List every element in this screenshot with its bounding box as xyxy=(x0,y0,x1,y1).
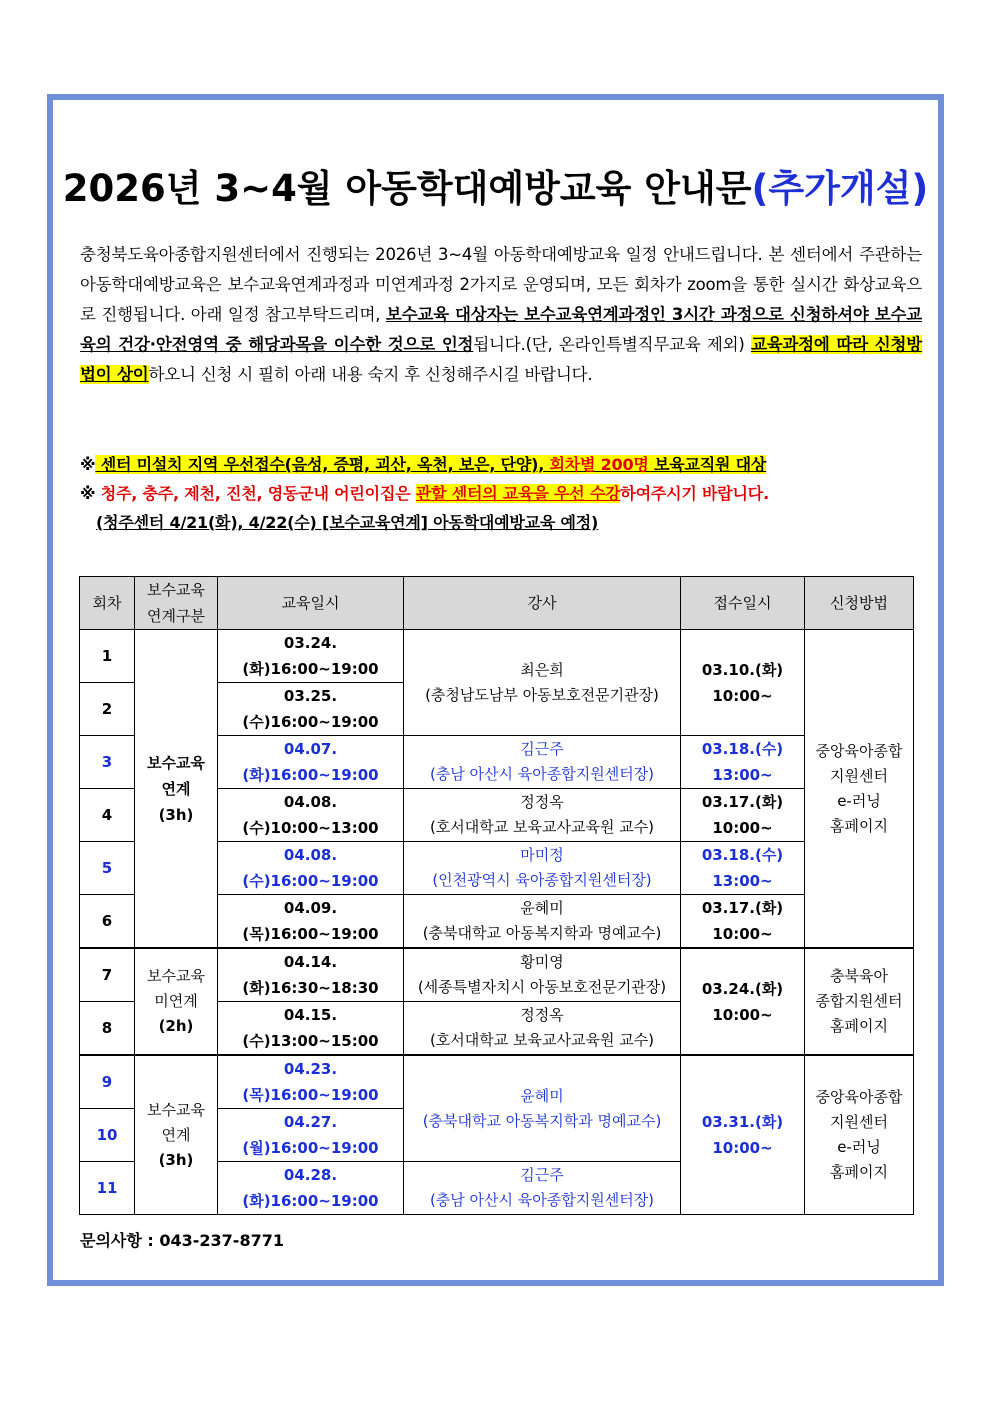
session-no: 2 xyxy=(80,683,135,736)
intro-text-2: 됩니다.(단, 온라인특별직무교육 제외) xyxy=(473,335,751,354)
session-no: 10 xyxy=(80,1109,135,1162)
lecturer-cell: 정정옥 (호서대학교 보육교사교육원 교수) xyxy=(404,789,681,842)
session-no: 7 xyxy=(80,948,135,1002)
lecturer-cell: 정정옥 (호서대학교 보육교사교육원 교수) xyxy=(404,1002,681,1056)
group-type-cell: 보수교육 연계 (3h) xyxy=(135,1055,218,1215)
group-type-cell: 보수교육 미연계 (2h) xyxy=(135,948,218,1055)
intro-text-3: 하오니 신청 시 필히 아래 내용 숙지 후 신청해주시길 바랍니다. xyxy=(148,365,593,384)
note-2-red: 청주, 충주, 제천, 진천, 영동군내 어린이집은 xyxy=(100,484,416,503)
method-cell: 중앙육아종합 지원센터 e-러닝 홈페이지 xyxy=(805,630,914,949)
session-no: 1 xyxy=(80,630,135,683)
session-no: 11 xyxy=(80,1162,135,1215)
reception-cell: 03.10.(화) 10:00~ xyxy=(681,630,805,736)
session-date: 04.27.(월)16:00~19:00 xyxy=(218,1109,404,1162)
reception-cell: 03.24.(화) 10:00~ xyxy=(681,948,805,1055)
session-date: 04.08.(수)10:00~13:00 xyxy=(218,789,404,842)
session-no: 8 xyxy=(80,1002,135,1056)
reception-cell: 03.18.(수) 13:00~ xyxy=(681,842,805,895)
session-date: 03.25.(수)16:00~19:00 xyxy=(218,683,404,736)
reception-cell: 03.17.(화) 10:00~ xyxy=(681,895,805,949)
session-date: 04.23.(목)16:00~19:00 xyxy=(218,1055,404,1109)
header-session: 회차 xyxy=(80,577,135,630)
session-date: 04.09.(목)16:00~19:00 xyxy=(218,895,404,949)
note-3: (청주센터 4/21(화), 4/22(수) [보수교육연계] 아동학대예방교육 예정) xyxy=(96,513,599,532)
note-2-text-b: 하여주시기 바랍니다. xyxy=(620,484,769,503)
lecturer-cell: 윤혜미 (충북대학교 아동복지학과 명예교수) xyxy=(404,895,681,949)
page-title xyxy=(53,158,938,212)
document-frame xyxy=(47,94,944,1286)
lecturer-cell: 김근주 (충남 아산시 육아종합지원센터장) xyxy=(404,736,681,789)
session-no: 3 xyxy=(80,736,135,789)
session-date: 04.07.(화)16:00~19:00 xyxy=(218,736,404,789)
session-date: 03.24.(화)16:00~19:00 xyxy=(218,630,404,683)
lecturer-cell: 김근주 (충남 아산시 육아종합지원센터장) xyxy=(404,1162,681,1215)
lecturer-cell: 최은희 (충청남도남부 아동보호전문기관장) xyxy=(404,630,681,736)
method-cell: 충북육아 종합지원센터 홈페이지 xyxy=(805,948,914,1055)
header-method: 신청방법 xyxy=(805,577,914,630)
contact-info: 문의사항 : 043-237-8771 xyxy=(80,1231,284,1250)
reception-cell: 03.31.(화) 10:00~ xyxy=(681,1055,805,1215)
intro-bold-notice: 보수교육 대상자는 보수교육연계과정인 3시간 과정으로 신청하셔야 보수교육의 건강·안전영역 중 해당과목을 이수한 것으로 인정 xyxy=(80,305,922,354)
session-date: 04.15.(수)13:00~15:00 xyxy=(218,1002,404,1056)
session-no: 4 xyxy=(80,789,135,842)
note-1-text-a: 센터 미설치 지역 우선접수(음성, 증평, 괴산, 옥천, 보은, 단양), xyxy=(95,455,550,474)
session-date: 04.08.(수)16:00~19:00 xyxy=(218,842,404,895)
notes-block xyxy=(80,450,930,537)
table-row xyxy=(80,948,914,1002)
intro-highlight: 교육과정에 따라 신청방법이 상이 xyxy=(80,335,923,384)
intro-paragraph xyxy=(80,240,922,390)
note-2 xyxy=(80,479,930,508)
session-no: 6 xyxy=(80,895,135,949)
session-date: 04.14.(화)16:30~18:30 xyxy=(218,948,404,1002)
header-reception: 접수일시 xyxy=(681,577,805,630)
schedule-table xyxy=(79,576,914,1215)
note-1-highlight xyxy=(95,455,766,474)
note-1-text-b: 보육교직원 대상 xyxy=(648,455,767,474)
session-no: 9 xyxy=(80,1055,135,1109)
note-1 xyxy=(80,450,930,479)
header-lecturer: 강사 xyxy=(404,577,681,630)
note-1-red: 회차별 200명 xyxy=(549,455,649,474)
reception-cell: 03.17.(화) 10:00~ xyxy=(681,789,805,842)
lecturer-cell: 윤혜미 (충북대학교 아동복지학과 명예교수) xyxy=(404,1055,681,1162)
group-type-cell: 보수교육 연계 (3h) xyxy=(135,630,218,949)
session-no: 5 xyxy=(80,842,135,895)
title-accent: (추가개설) xyxy=(751,167,929,210)
method-cell: 중앙육아종합 지원센터 e-러닝 홈페이지 xyxy=(805,1055,914,1215)
table-row xyxy=(80,630,914,683)
header-date: 교육일시 xyxy=(218,577,404,630)
note-1-mark: ※ xyxy=(80,455,96,474)
table-row xyxy=(80,1055,914,1109)
note-2-mark: ※ xyxy=(80,484,101,503)
intro-text-1: 충청북도육아종합지원센터에서 진행되는 2026년 3~4월 아동학대예방교육 일정 안내드립니다. 본 센터에서 주관하는 아동학대예방교육은 보수교육연계과정과 미연계과정 2가지로 운영되며, 모든 회차가 zoom을 통한 실시간 화상교육으로 진행됩니다. 아래 일정 참고부탁드리며, xyxy=(80,245,922,324)
note-2-highlight: 관할 센터의 교육을 우선 수강 xyxy=(415,484,621,503)
header-type: 보수교육 연계구분 xyxy=(135,577,218,630)
lecturer-cell: 황미영 (세종특별자치시 아동보호전문기관장) xyxy=(404,948,681,1002)
reception-cell: 03.18.(수) 13:00~ xyxy=(681,736,805,789)
lecturer-cell: 마미정 (인천광역시 육아종합지원센터장) xyxy=(404,842,681,895)
session-date: 04.28.(화)16:00~19:00 xyxy=(218,1162,404,1215)
table-header-row xyxy=(80,577,914,630)
title-main: 2026년 3~4월 아동학대예방교육 안내문 xyxy=(62,167,752,210)
